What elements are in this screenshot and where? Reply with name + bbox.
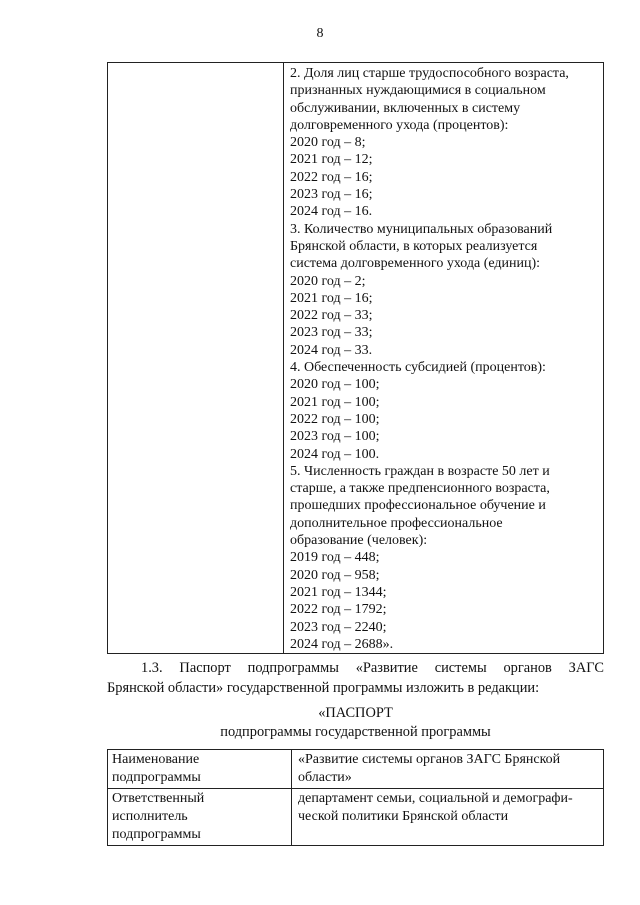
passport-value-cell [292,750,604,789]
passport-value-cell [292,789,604,846]
table-row [108,63,604,654]
indicator-line: признанных нуждающимися в социальном [290,83,546,99]
indicator-line: обслуживании, включенных в систему [290,100,521,116]
indicator-line: 2020 год – 958; [290,567,380,583]
indicator-line: 2022 год – 100; [290,411,380,427]
passport-label-cell [108,789,292,846]
passport-label: подпрограммы [112,827,201,842]
indicators-cell [284,63,604,654]
indicator-line: 2024 год – 100. [290,446,380,462]
indicator-line: 2024 год – 16. [290,204,373,220]
indicator-line: 2020 год – 100; [290,377,380,393]
indicator-line: 2023 год – 2240; [290,619,387,635]
indicator-line: Брянской области, в которых реализуется [290,238,538,254]
indicator-line: 2023 год – 16; [290,187,373,203]
indicator-line: 2023 год – 33; [290,325,373,341]
indicator-line: 2022 год – 16; [290,169,373,185]
passport-value: «Развитие системы органов ЗАГС Брянской [298,752,561,767]
passport-value: ческой политики Брянской области [298,809,509,824]
indicator-line: дополнительное профессиональное [290,515,503,531]
indicator-line: система долговременного ухода (единиц): [290,256,541,272]
paragraph-line: Брянской области» государственной программы изложить в редакции: [107,680,540,696]
passport-title: «ПАСПОРТ [318,705,393,721]
indicator-line: 2021 год – 100; [290,394,380,410]
indicator-line: 2020 год – 2; [290,273,366,289]
indicator-line: 2024 год – 33. [290,342,373,358]
indicator-line: 2021 год – 16; [290,290,373,306]
page-number: 8 [316,26,324,41]
passport-label-cell [108,750,292,789]
indicator-line: 3. Количество муниципальных образований [290,221,553,237]
indicator-line: 2023 год – 100; [290,429,380,445]
indicators-table [107,62,604,654]
indicator-line: 2021 год – 12; [290,152,373,168]
passport-label: Ответственный [112,791,205,806]
indicator-line: 2021 год – 1344; [290,584,387,600]
indicator-line: прошедших профессиональное обучение и [290,498,546,514]
indicator-line: 2022 год – 1792; [290,602,387,618]
indicator-line: 2. Доля лиц старше трудоспособного возраста, [290,66,569,81]
table-row [108,750,604,789]
table-row [108,789,604,846]
paragraph-line: 1.3. Паспорт подпрограммы «Развитие системы органов ЗАГС [141,660,604,676]
indicator-line: 5. Численность граждан в возрасте 50 лет и [290,463,550,479]
indicator-line: 2019 год – 448; [290,550,380,566]
indicator-line: долговременного ухода (процентов): [290,117,509,133]
amendment-paragraph [107,658,604,698]
passport-table [107,749,604,846]
indicator-line: 4. Обеспеченность субсидией (процентов): [290,360,546,376]
passport-label: Наименование [112,752,200,767]
indicator-line: 2020 год – 8; [290,135,366,151]
passport-value: департамент семьи, социальной и демографи- [298,791,573,806]
table-cell-empty [108,63,284,654]
passport-value: области» [298,770,352,785]
passport-label: подпрограммы [112,770,201,785]
indicator-line: старше, а также предпенсионного возраста, [290,481,550,497]
indicator-line: 2022 год – 33; [290,308,373,324]
passport-label: исполнитель [112,809,188,824]
passport-subtitle: подпрограммы государственной программы [220,724,491,740]
indicator-line: 2024 год – 2688». [290,636,394,652]
indicator-line: образование (человек): [290,533,428,549]
